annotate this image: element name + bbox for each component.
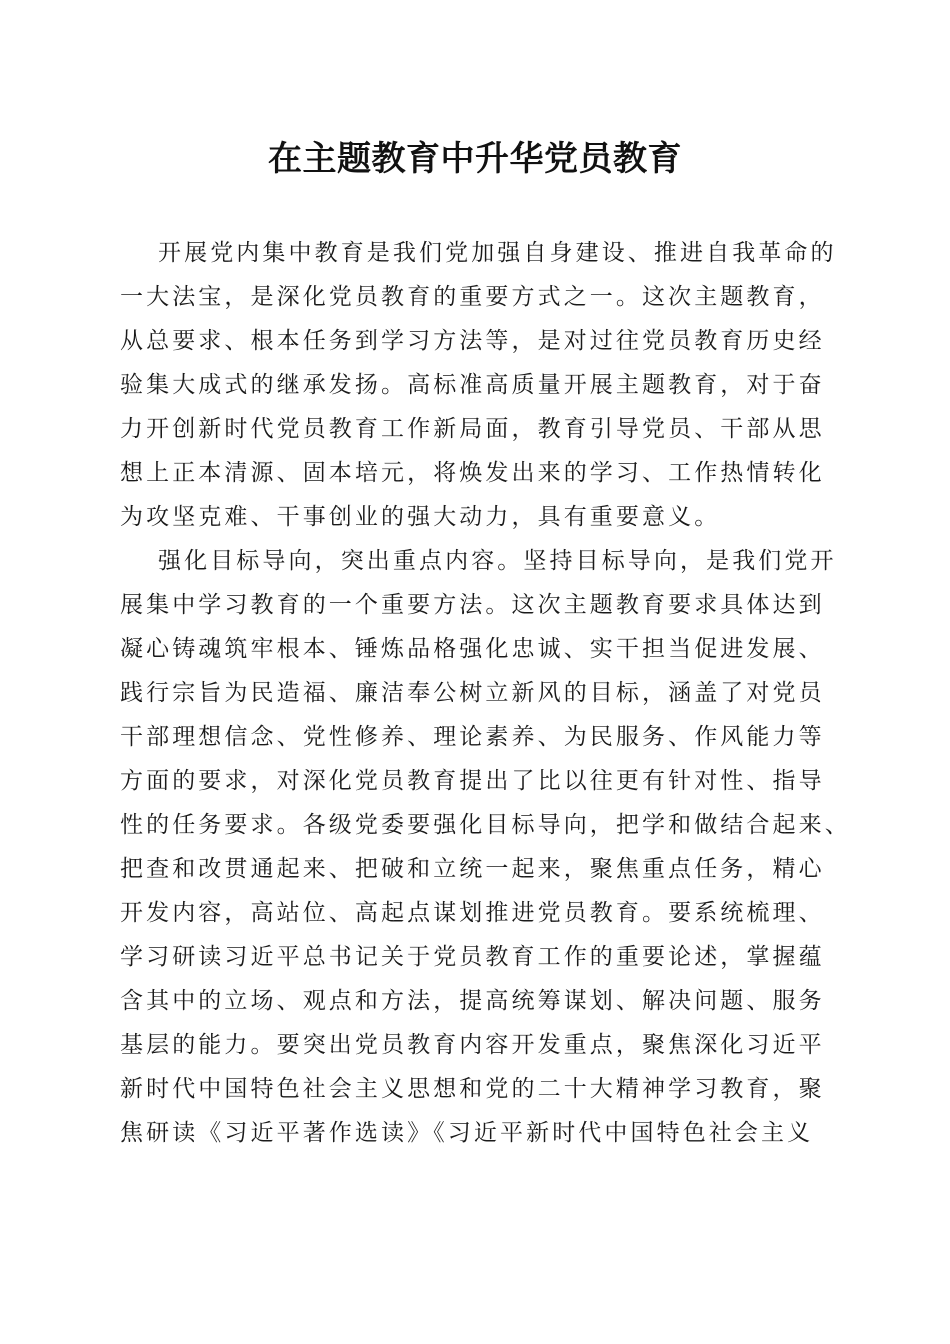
paragraph-2-line-9: 开发内容，高站位、高起点谋划推进党员教育。要系统梳理、 bbox=[120, 900, 825, 926]
paragraph-2-line-12: 基层的能力。要突出党员教育内容开发重点，聚焦深化习近平 bbox=[120, 1032, 825, 1058]
paragraph-2-line-2: 展集中学习教育的一个重要方法。这次主题教育要求具体达到 bbox=[120, 592, 825, 618]
paragraph-1-line-6: 想上正本清源、固本培元，将焕发出来的学习、工作热情转化 bbox=[120, 460, 825, 486]
paragraph-2-line-6: 方面的要求，对深化党员教育提出了比以往更有针对性、指导 bbox=[120, 768, 825, 794]
paragraph-2-line-11: 含其中的立场、观点和方法，提高统筹谋划、解决问题、服务 bbox=[120, 988, 825, 1014]
paragraph-2-line-7: 性的任务要求。各级党委要强化目标导向，把学和做结合起来、 bbox=[120, 812, 851, 838]
paragraph-1-line-2: 一大法宝，是深化党员教育的重要方式之一。这次主题教育， bbox=[120, 284, 825, 310]
paragraph-1-line-7: 为攻坚克难、干事创业的强大动力，具有重要意义。 bbox=[120, 504, 721, 530]
paragraph-2-line-5: 干部理想信念、党性修养、理论素养、为民服务、作风能力等 bbox=[120, 724, 825, 750]
paragraph-1-line-4: 验集大成式的继承发扬。高标准高质量开展主题教育，对于奋 bbox=[120, 372, 825, 398]
paragraph-1-line-1: 开展党内集中教育是我们党加强自身建设、推进自我革命的 bbox=[158, 240, 837, 266]
paragraph-2-line-3: 凝心铸魂筑牢根本、锤炼品格强化忠诚、实干担当促进发展、 bbox=[120, 636, 825, 662]
paragraph-2-line-4: 践行宗旨为民造福、廉洁奉公树立新风的目标，涵盖了对党员 bbox=[120, 680, 825, 706]
paragraph-1-line-3: 从总要求、根本任务到学习方法等，是对过往党员教育历史经 bbox=[120, 328, 825, 354]
document-title: 在主题教育中升华党员教育 bbox=[268, 139, 682, 179]
paragraph-2-line-14: 焦研读《习近平著作选读》《习近平新时代中国特色社会主义 bbox=[120, 1120, 814, 1146]
paragraph-2-line-13: 新时代中国特色社会主义思想和党的二十大精神学习教育，聚 bbox=[120, 1076, 825, 1102]
paragraph-2-line-10: 学习研读习近平总书记关于党员教育工作的重要论述，掌握蕴 bbox=[120, 944, 825, 970]
paragraph-2-line-1: 强化目标导向，突出重点内容。坚持目标导向，是我们党开 bbox=[158, 548, 837, 574]
paragraph-1-line-5: 力开创新时代党员教育工作新局面，教育引导党员、干部从思 bbox=[120, 416, 825, 442]
paragraph-2-line-8: 把查和改贯通起来、把破和立统一起来，聚焦重点任务，精心 bbox=[120, 856, 825, 882]
